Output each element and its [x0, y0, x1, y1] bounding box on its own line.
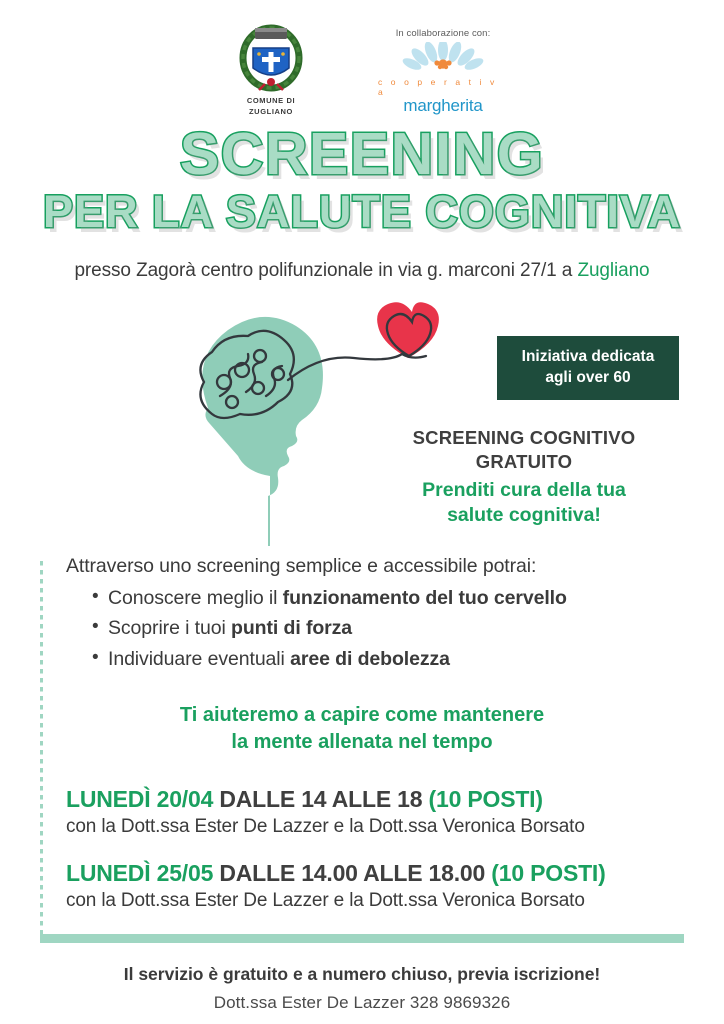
list-item — [92, 613, 684, 643]
illustration-section — [0, 296, 724, 531]
logo-comune-zugliano — [216, 22, 326, 118]
service-heading-line2: GRATUITO — [475, 450, 573, 472]
venue-place: Zugliano — [577, 259, 650, 281]
collaboration-intro: In collaborazione con: — [395, 28, 491, 39]
body-section — [0, 555, 724, 912]
header-logos — [0, 0, 724, 116]
title-block — [0, 121, 724, 238]
list-item-text: Conoscere meglio il — [108, 586, 283, 609]
service-tagline-line1: Prenditi cura della tua — [422, 478, 626, 501]
service-heading — [374, 426, 674, 474]
side-text-block — [374, 426, 674, 529]
coop-word-cooperativa: c o o p e r a t i v a — [378, 77, 498, 97]
list-item-emphasis: funzionamento del tuo cervello — [282, 586, 567, 609]
promise-line2: la mente allenata nel tempo — [231, 730, 493, 753]
list-item — [92, 583, 684, 613]
session-entry — [66, 786, 684, 838]
footer-contact: Dott.ssa Ester De Lazzer 328 9869326 — [213, 992, 511, 1012]
venue-address: presso Zagorà centro polifunzionale in via g. marconi 27/1 a — [74, 259, 578, 281]
footer-notice: Il servizio è gratuito e a numero chiuso, previa iscrizione! — [123, 963, 601, 984]
session-schedule — [66, 786, 684, 813]
comune-label — [247, 96, 295, 118]
session-staff: con la Dott.ssa Ester De Lazzer e la Dott.ssa Veronica Borsato — [66, 889, 585, 911]
daisy-flower-logo-icon — [391, 42, 495, 76]
promise-text — [66, 702, 684, 756]
status-badge — [497, 336, 679, 400]
session-slots: (10 POSTI) — [491, 859, 606, 886]
session-staff: con la Dott.ssa Ester De Lazzer e la Dott.ssa Veronica Borsato — [66, 815, 585, 837]
logo-cooperativa-margherita — [378, 22, 508, 115]
benefits-list — [66, 583, 684, 674]
comune-line1: COMUNE DI — [246, 96, 296, 105]
dotted-divider — [40, 561, 43, 939]
list-item — [92, 644, 684, 674]
session-hours: DALLE 14.00 ALLE 18.00 — [213, 859, 492, 886]
service-tagline-line2: salute cognitiva! — [447, 504, 601, 527]
footer-section — [0, 934, 724, 1013]
coop-word-margherita: margherita — [403, 96, 483, 115]
municipal-coat-of-arms-icon — [239, 22, 303, 92]
list-item-text: Individuare eventuali — [108, 647, 291, 670]
page-title: SCREENING — [179, 121, 545, 187]
list-item-emphasis: punti di forza — [231, 617, 353, 640]
session-day: LUNEDÌ 20/04 — [66, 785, 214, 812]
footer-divider — [40, 934, 684, 943]
session-slots: (10 POSTI) — [428, 785, 543, 812]
session-schedule — [66, 860, 684, 887]
session-hours: DALLE 14 ALLE 18 — [213, 785, 429, 812]
comune-line2: ZUGLIANO — [249, 106, 293, 116]
session-day: LUNEDÌ 25/05 — [66, 859, 214, 886]
badge-line2: agli over 60 — [545, 368, 631, 386]
list-item-text: Scoprire i tuoi — [108, 617, 232, 640]
list-item-emphasis: aree di debolezza — [290, 647, 450, 670]
service-heading-line1: SCREENING COGNITIVO — [412, 426, 636, 448]
session-entry — [66, 860, 684, 912]
badge-line1: Iniziativa dedicata — [521, 347, 655, 365]
page-subtitle: PER LA SALUTE COGNITIVA — [42, 186, 681, 238]
sessions-list — [66, 786, 684, 912]
service-tagline — [374, 478, 674, 529]
body-lead: Attraverso uno screening semplice e accessibile potrai: — [66, 554, 537, 577]
venue-line — [0, 260, 724, 282]
promise-line1: Ti aiuteremo a capire come mantenere — [179, 703, 545, 726]
